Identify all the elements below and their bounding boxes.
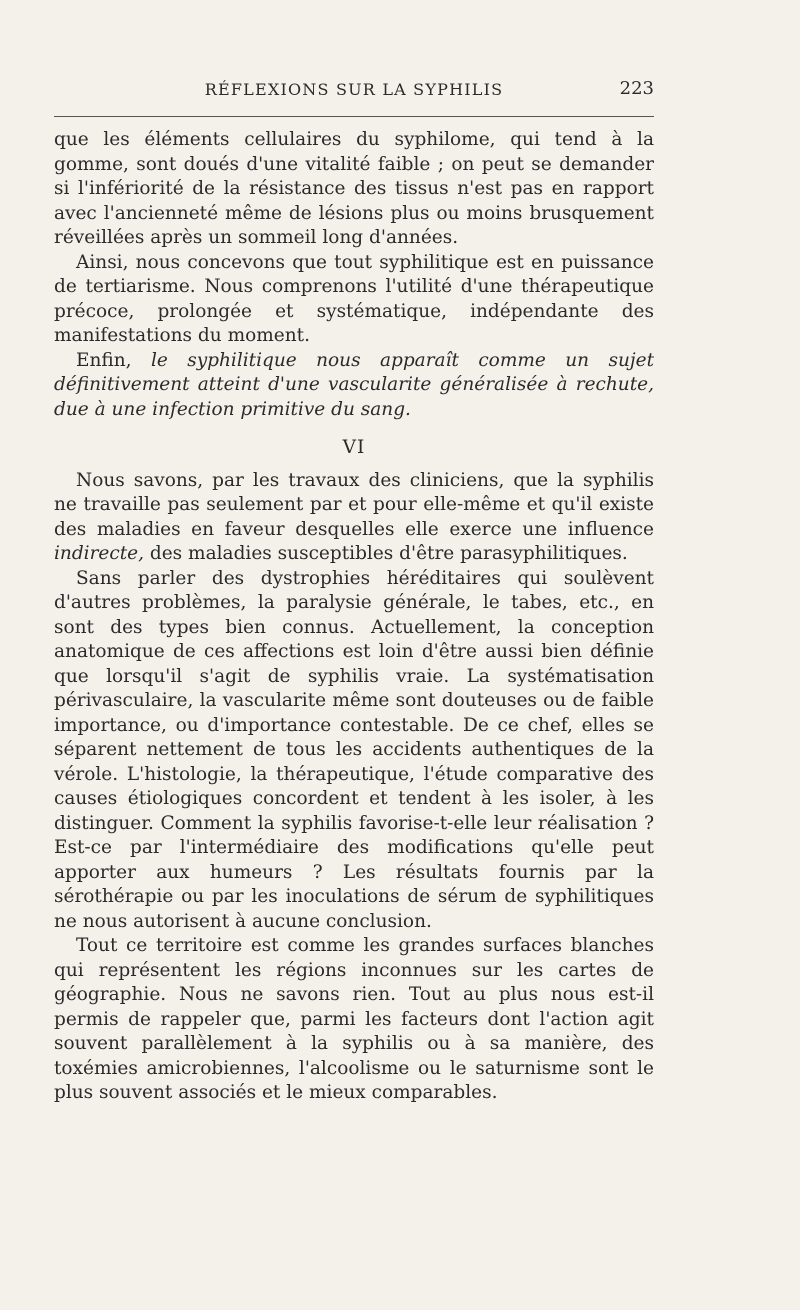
paragraph-3-lead: Enfin, [76,349,151,371]
paragraph-4 [54,469,654,567]
paragraph-3 [54,349,654,423]
paragraph-4-italic: indirecte, [54,543,145,564]
paragraph-1: que les éléments cellulaires du syphilome, qui tend à la gomme, sont doués d'une vitalité faible ; on peut se demander si l'infériorité de la résistance des tissus n'est pas en rapport avec l'ancienneté même de lésions plus ou moins brusquement réveillées après un sommeil long d'années. [54,129,654,248]
body-text [54,128,654,1106]
running-head [54,78,654,104]
paragraph-6: Tout ce territoire est comme les grandes surfaces blanches qui représentent les régions inconnues sur les cartes de géographie. Nous ne savons rien. Tout au plus nous est-il permis de rappeler que, parmi les facteurs dont l'action agit souvent parallèlement à la syphilis ou à sa manière, des toxémies amicrobiennes, l'alcoolisme ou le saturnisme sont le plus souvent associés et le mieux comparables. [54,935,654,1103]
paragraph-4-part-b: des maladies susceptibles d'être parasyphilitiques. [144,543,628,564]
section-heading: VI [342,437,366,458]
paragraph-4-part-a: Nous savons, par les travaux des cliniciens, que la syphilis ne travaille pas seulement par et pour elle-même et qu'il existe des maladies en faveur desquelles elle exerce une influence [54,469,654,540]
paragraph-2: Ainsi, nous concevons que tout syphilitique est en puissance de tertiarisme. Nous comprenons l'utilité d'une thérapeutique précoce, prolongée et systématique, indépendante des manifestations du moment. [54,251,654,346]
header-rule [54,116,654,117]
paragraph-5: Sans parler des dystrophies héréditaires qui soulèvent d'autres problèmes, la paralysie générale, le tabes, etc., en sont des types bien connus. Actuellement, la conception anatomique de ces affections est loin d'être aussi bien définie que lorsqu'il s'agit de syphilis vraie. La systématisation périvasculaire, la vascularite même sont douteuses ou de faible importance, ou d'importance contestable. De ce chef, elles se séparent nettement de tous les accidents authentiques de la vérole. L'histologie, la thérapeutique, l'étude comparative des causes étiologiques concordent et tendent à les isoler, à les distinguer. Comment la syphilis favorise-t-elle leur réalisation ? Est-ce par l'intermédiaire des modifications qu'elle peut apporter aux humeurs ? Les résultats fournis par la sérothérapie ou par les inoculations de sérum de syphilitiques ne nous autorisent à aucune conclusion. [54,567,654,932]
page-number: 223 [619,78,654,99]
paragraph-3-italic: le syphilitique nous apparaît comme un sujet définitivement atteint d'une vascularite généralisée à rechute, due à une infection primitive du sang. [54,349,654,420]
running-title: RÉFLEXIONS SUR LA SYPHILIS [204,80,504,99]
